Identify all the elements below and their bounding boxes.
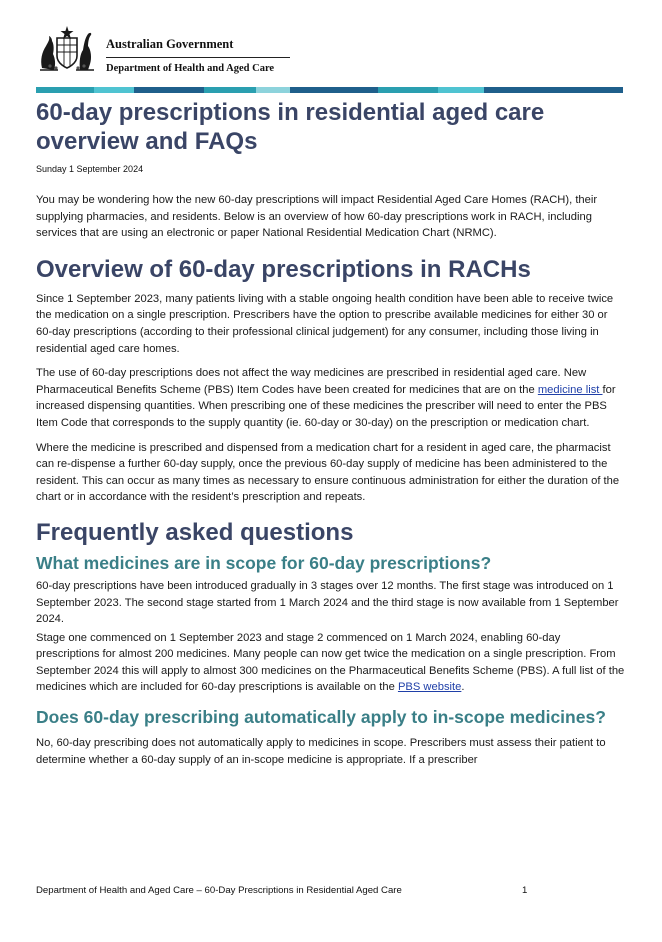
overview-paragraph-2-text-a: The use of 60-day prescriptions does not affect the way medicines are prescribed in residential aged care. New Pharmaceutical Benefits Scheme (PBS) Item Codes have been created for medicines that are on the <box>36 367 587 396</box>
faq-answer-2-paragraph-1: No, 60-day prescribing does not automatically apply to medicines in scope. Prescribers must assess their patient to determine whether a 60-day supply of an in-scope medicine is appropriate. If a prescriber <box>36 737 606 766</box>
government-name: Australian Government <box>106 37 234 51</box>
coat-of-arms-logo <box>36 24 98 74</box>
faq-heading: Frequently asked questions <box>36 518 354 546</box>
government-wordmark <box>106 37 290 74</box>
stripe-segment <box>256 87 290 93</box>
publication-date: Sunday 1 September 2024 <box>36 164 144 174</box>
stripe-segment <box>378 87 438 93</box>
faq-question-1: What medicines are in scope for 60-day prescriptions? <box>36 552 492 573</box>
overview-paragraph-3: Where the medicine is prescribed and dispensed from a medication chart for a resident in aged care, the pharmacist can re-dispense a further 60-day supply, once the previous 60-day supply of medicine has been administered to the resident. This can occur as many times as necessary to ensure continuous administration for either the duration of the chart or in accordance with the resident’s prescription and repeats. <box>36 441 620 504</box>
footer-text: Department of Health and Aged Care – 60-Day Prescriptions in Residential Aged Care <box>36 885 402 896</box>
document-body <box>36 98 626 776</box>
faq-question-2: Does 60-day prescribing automatically apply to in-scope medicines? <box>36 707 606 728</box>
overview-paragraph-2-text-b: for increased dispensing quantities. When prescribing one of these medicines the prescriber will need to enter the PBS Item Code that corresponds to the supply quantity (ie. 60-day or 30-day) on the prescription or medication chart. <box>36 383 616 429</box>
faq-answer-1-paragraph-2 <box>36 630 626 696</box>
header-divider <box>106 57 290 58</box>
faq-answer-1-paragraph-1: 60-day prescriptions have been introduced gradually in 3 stages over 12 months. The first stage was introduced on 1 September 2023. The second stage started from 1 March 2024 and the third stage is now available from 1 September 2024. <box>36 579 619 626</box>
intro-paragraph: You may be wondering how the new 60-day prescriptions will impact Residential Aged Care Homes (RACH), their supplying pharmacies, and residents. Below is an overview of how 60-day prescriptions work in RACH, including services that are using an electronic or paper National Residential Medication Chart (NRMC). <box>36 194 598 240</box>
stripe-segment <box>36 87 94 93</box>
stripe-segment <box>204 87 256 93</box>
overview-paragraph-1: Since 1 September 2023, many patients living with a stable ongoing health condition have been able to receive twice the medication on a single prescription. Prescribers have the option to prescribe available medicines for either 30 or 60-day prescriptions (according to their professional clinical judgement) for any consumer, including those living in residential aged care homes. <box>36 292 614 355</box>
faq-answer-1-text-a: Stage one commenced on 1 September 2023 and stage 2 commenced on 1 March 2024, enabling 60-day prescriptions for almost 200 medicines. Many people can now get twice the medication on a single prescription. From September 2024 this will apply to almost 300 medicines on the Pharmaceutical Benefits Scheme (PBS). A full list of the medicines which are included for 60-day prescriptions is available on the <box>36 631 625 694</box>
page-number: 1 <box>522 885 528 896</box>
stripe-segment <box>290 87 378 93</box>
stripe-segment <box>438 87 484 93</box>
overview-heading: Overview of 60-day prescriptions in RACHs <box>36 255 531 283</box>
government-header <box>36 22 296 82</box>
faq-answer-1-text-b: . <box>461 681 465 694</box>
stripe-segment <box>94 87 134 93</box>
medicine-list-link[interactable]: medicine list <box>537 383 603 396</box>
pbs-website-link[interactable]: PBS website <box>397 681 462 694</box>
stripe-segment <box>484 87 623 93</box>
overview-paragraph-2 <box>36 365 626 431</box>
page-title: 60-day prescriptions in residential aged care overview and FAQs <box>36 99 545 155</box>
department-name: Department of Health and Aged Care <box>106 63 275 74</box>
stripe-segment <box>134 87 204 93</box>
page-footer <box>36 885 556 896</box>
header-color-stripe <box>36 87 623 93</box>
